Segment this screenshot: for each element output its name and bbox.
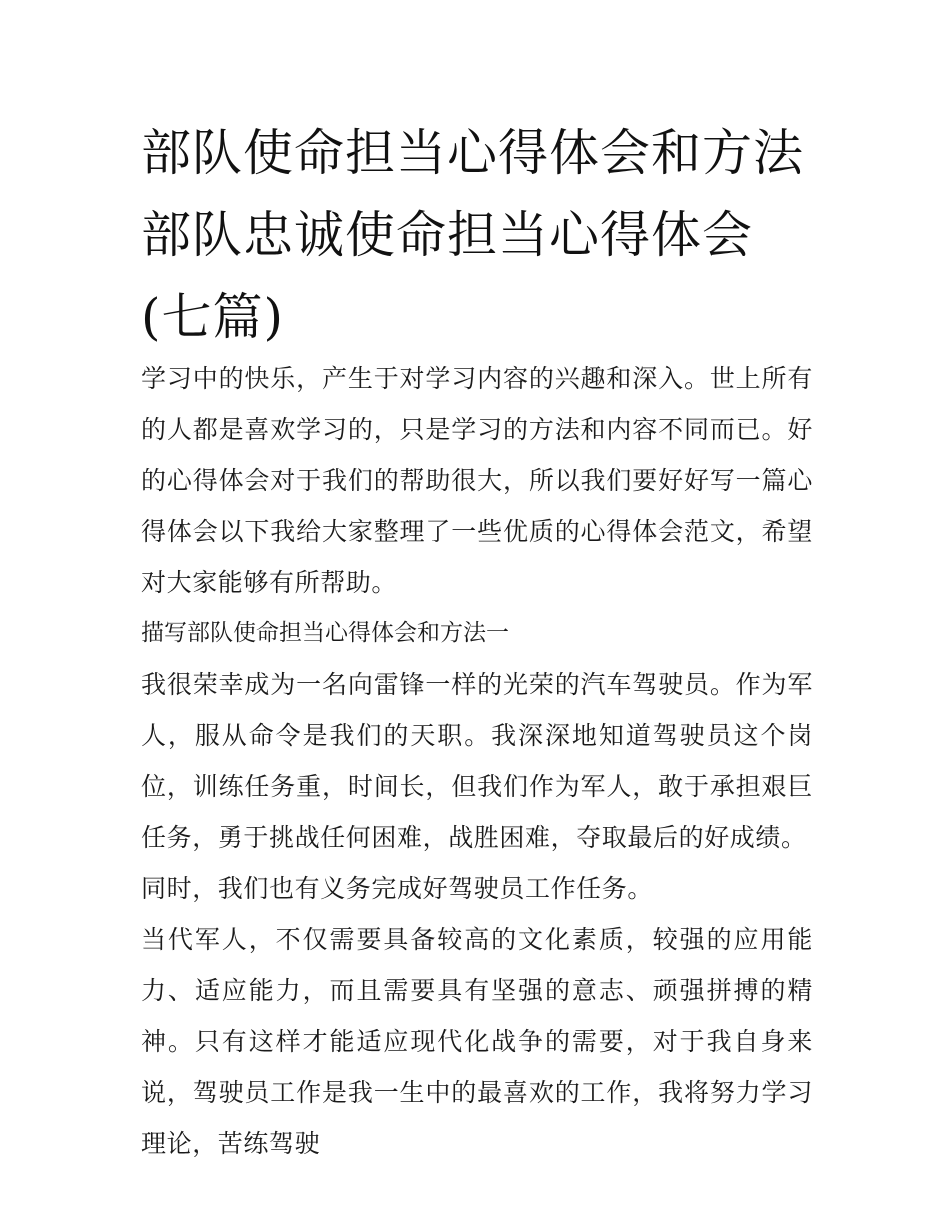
intro-paragraph: 学习中的快乐，产生于对学习内容的兴趣和深入。世上所有的人都是喜欢学习的，只是学习的方法和内容不同而已。好的心得体会对于我们的帮助很大，所以我们要好好写一篇心得体会以下我给大家整理了一些优质的心得体会范文，希望对大家能够有所帮助。 — [141, 364, 813, 597]
body-paragraph: 同时，我们也有义务完成好驾驶员工作任务。 — [141, 874, 654, 903]
section-heading: 描写部队使命担当心得体会和方法一 — [141, 620, 509, 646]
document-body — [141, 353, 813, 1169]
document-title: 部队使命担当心得体会和方法 部队忠诚使命担当心得体会(七篇) — [141, 124, 804, 346]
body-paragraph: 我很荣幸成为一名向雷锋一样的光荣的汽车驾驶员。作为军人，服从命令是我们的天职。我深深地知道驾驶员这个岗位，训练任务重，时间长，但我们作为军人，敢于承担艰巨任务，勇于挑战任何困难，战胜困难，夺取最后的好成绩。 — [141, 670, 813, 852]
body-paragraph: 当代军人，不仅需要具备较高的文化素质，较强的应用能力、适应能力，而且需要具有坚强的意志、顽强拼搏的精神。只有这样才能适应现代化战争的需要，对于我自身来说，驾驶员工作是我一生中的最喜欢的工作，我将努力学习理论，苦练驾驶 — [141, 925, 813, 1158]
